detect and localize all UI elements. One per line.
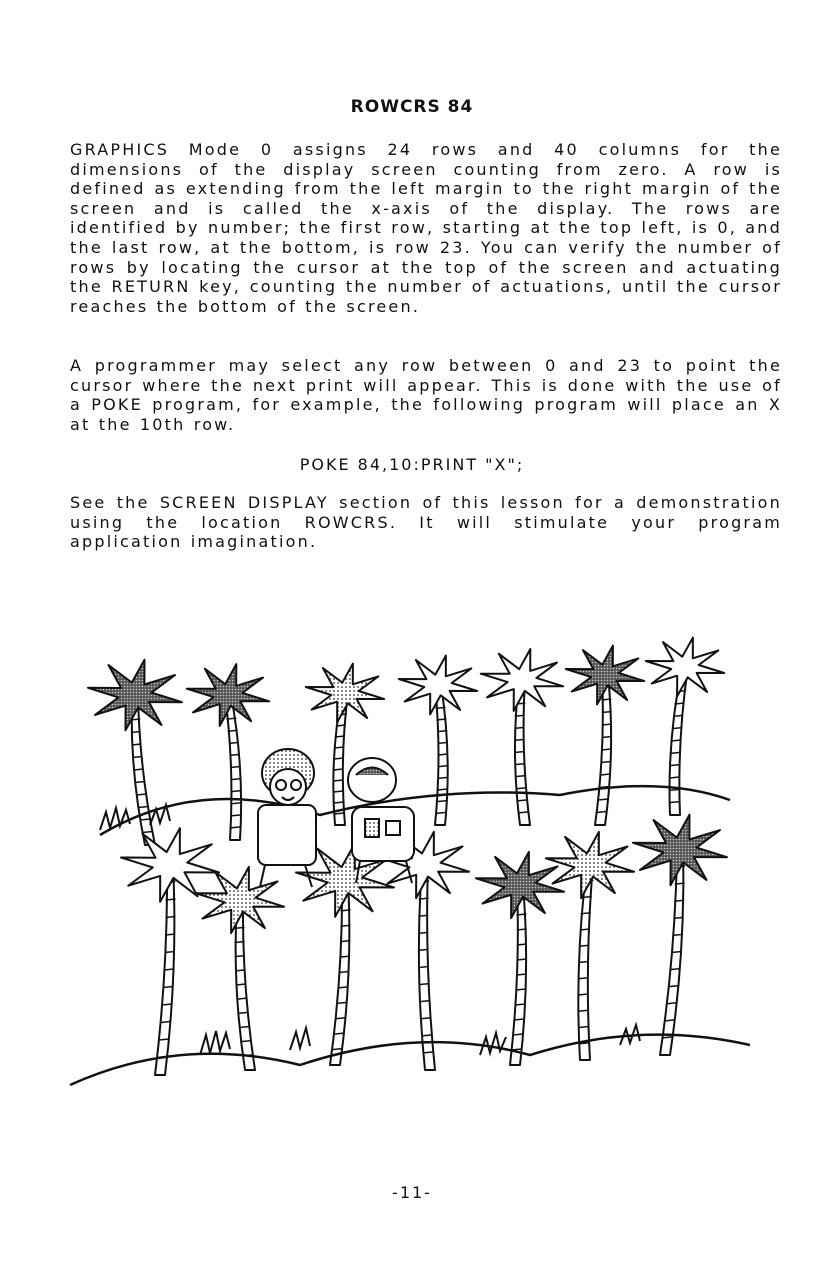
palm-tree xyxy=(399,656,477,825)
palm-tree xyxy=(546,832,634,1060)
paragraph-screen-display: See the SCREEN DISPLAY section of this lesson for a demonstration using the location ROWCRS. It will stimulate your program application imagination. xyxy=(70,493,782,552)
code-example: POKE 84,10:PRINT "X"; xyxy=(299,455,525,474)
palm-tree xyxy=(187,664,269,840)
paragraph-row-selection: A programmer may select any row between 0 and 23 to point the cursor where the next print will appear. This is done with the use of a POKE program, for example, the following program will place an X at the 10th row. xyxy=(70,356,782,434)
page-number: -11- xyxy=(392,1183,432,1202)
palm-tree xyxy=(296,843,394,1065)
palm-tree xyxy=(196,867,284,1070)
palm-trees-illustration xyxy=(60,625,760,1095)
palm-tree xyxy=(381,832,469,1070)
paragraph-row-definition: GRAPHICS Mode 0 assigns 24 rows and 40 columns for the dimensions of the display screen counting from zero. A row is defined as extending from the left margin to the right margin of the screen and is called the x-axis of the display. The rows are identified by number; the first row, starting at the top left, is 0, and the last row, at the bottom, is row 23. You can verify the number of rows by locating the cursor at the top of the screen and actuating the RETURN key, counting the number of actuations, until the cursor reaches the bottom of the screen. xyxy=(70,140,782,316)
palm-tree xyxy=(481,649,563,825)
palm-tree xyxy=(566,646,644,825)
page-heading: ROWCRS 84 xyxy=(350,97,474,117)
palm-tree xyxy=(476,852,564,1065)
palm-tree xyxy=(633,815,727,1055)
